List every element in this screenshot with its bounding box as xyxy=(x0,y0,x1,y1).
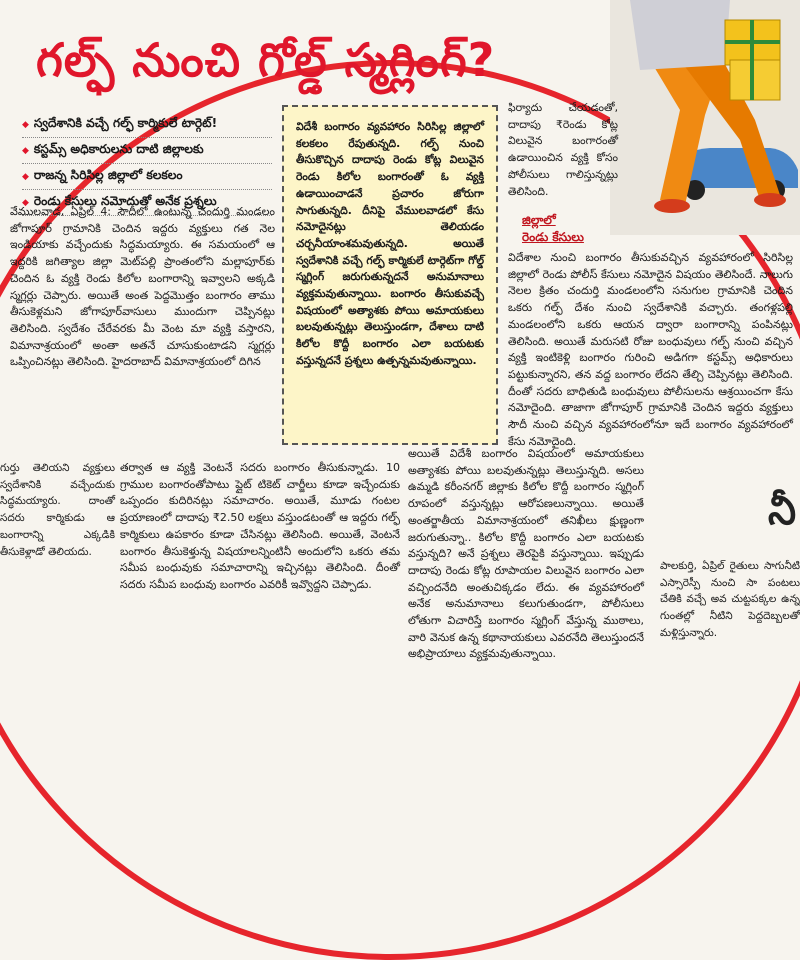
paragraph: ఫిర్యాదు చేయడంతో, దాదాపు ₹రెండు కోట్ల విలువైన బంగారంతో ఉడాయించిన వ్యక్తి కోసం పోలీసులు గాలిస్తున్నట్లు తెలిసింది. xyxy=(508,101,618,198)
article-column-1 xyxy=(10,204,275,371)
adjacent-article-snippet xyxy=(0,460,115,560)
smuggler-illustration xyxy=(610,0,800,235)
subheading-line-2: రెండు కేసులు xyxy=(522,230,584,244)
highlight-box xyxy=(282,105,498,445)
bullet-item: ◆ స్వదేశానికి వచ్చే గల్ఫ్ కార్మికులే టార్గెట్! xyxy=(22,112,272,138)
bullet-item: ◆ రెండు కేసులు నమోదుతో అనేక ప్రశ్నలు xyxy=(22,190,272,216)
headline: గల్ఫ్ నుంచి గోల్డ్ స్మగ్లింగ్? xyxy=(36,33,496,87)
bullet-item: ◆ రాజన్న సిరిసిల్ల జిల్లాలో కలకలం xyxy=(22,164,272,190)
paragraph: విదేశాల నుంచి బంగారం తీసుకువచ్చిన వ్యవహారంలో సిరిసిల్ల జిల్లాలో రెండు పోలీస్ కేసులు నమోదైన విషయం తెలిసిందే. నాలుగు నెలల క్రితం చందుర్తి మండలంలోని సనుగుల గ్రామానికి చెందిన ఒకరు గల్ఫ్ దేశం నుంచి స్వదేశానికి వచ్చారు. తంగళ్లపల్లి మండలంలోని ఒకరు ఆయన ద్వారా బంగారాన్ని పంపినట్లు తెలిసింది. అయితే మరుసటి రోజు బంధువులు గల్ఫ్ నుంచి వచ్చిన వ్యక్తి ఇంటికెళ్లి బంగారం గురించి అడిగగా కస్టమ్స్ అధికారులు పట్టుకున్నారని, తన వద్ద బంగారం లేదని తేల్చి చెప్పినట్లు తెలిసింది. దీంతో సదరు బాధితుడి బంధువులు పోలీసులను ఆశ్రయించగా కేసు నమోదైంది. తాజాగా జోగాపూర్ గ్రామానికి చెందిన ఇద్దరు వ్యక్తులు సౌదీ నుంచి వచ్చిన వ్యవహారంలోనూ ఇదే బంగారం వ్యవహారంలో కేసు నమోదైంది. xyxy=(508,251,793,448)
subheading-line-1: జిల్లాలో xyxy=(522,213,556,227)
paragraph: వేములవాడ, ఏప్రిల్ 4: సౌదీలో ఉంటున్న చందుర్తి మండలం జోగాపూర్ గ్రామానికి చెందిన ఇద్దరు వ్యక్తులు గత నెల ఇండియాకు వచ్చేందుకు సిద్ధమయ్యారు. ఈ సమయంలో ఆ ఇద్దరికి జగిత్యాల జిల్లా మెట్‌పల్లి ప్రాంతంలోని మల్లాపూర్‌కు చెందిన ఓ వ్యక్తి రెండు కిలోల బంగారాన్ని ఇవ్వాలని అక్కడి స్మగ్లర్లు చెప్పారు. అయితే అంత పెద్దమొత్తం బంగారం తాము తీసుకెళ్లమని జోగాపూర్‌వాసులు ముందుగా చెప్పినట్లు తెలిసింది. స్వదేశం చేరేవరకు మీ వెంట మా వ్యక్తి వస్తారని, విమానాశ్రయంలో అంతా అతనే చూసుకుంటాడని స్మగ్లర్లు ఒప్పించినట్లు తెలిసింది. హైదరాబాద్ విమానాశ్రయంలో దిగిన xyxy=(10,205,275,369)
article-column-3 xyxy=(508,250,793,450)
paragraph: తర్వాత ఆ వ్యక్తి వెంటనే సదరు బంగారం తీసుకున్నాడు. 10 గ్రాముల బంగారంతోపాటు ప్లైట్ టికెట్ చార్జీలు కూడా ఇచ్చేందుకు ఒప్పందం కుదిరినట్లు సమాచారం. అయితే, మూడు గంటల ప్రయాణంలో దాదాపు ₹2.50 లక్షలు వస్తుండటంతో ఆ ఇద్దరు గల్ఫ్ కార్మికులు ఉపకారం కూడా చేసినట్లు తెలిసింది. అయితే, వెంటనే బంగారం తీసుకెళ్తున్న విషయాలన్నింటినీ అందులోని ఒకరు తమ సమీప బంధువుకు సమాచారాన్ని ఇచ్చినట్లు తెలిసింది. దీంతో సదరు సమీప బంధువు బంగారం ఎవరికీ ఇవ్వొద్దని చెప్పాడు. xyxy=(120,461,400,591)
adjacent-article-headline: నీ xyxy=(768,488,797,534)
article-column-3-top xyxy=(508,100,618,200)
paragraph: అయితే విదేశీ బంగారం విషయంలో అమాయకులు అత్యాశకు పోయి బలవుతున్నట్లు తెలుస్తున్నది. అసలు ఉమ్మడి కరీంనగర్ జిల్లాకు కిలోల కొద్దీ బంగారం స్మగ్లింగ్ రూపంలో వస్తున్నట్లు ఆరోపణలున్నాయి. అయితే అంతర్జాతీయ విమానాశ్రయంలో తనిఖీలు క్షుణ్ణంగా జరుగుతున్నా.. కిలోల కొద్దీ బంగారం ఎలా బయటకు వస్తున్నది? అనే ప్రశ్నలు తెరపైకి వస్తున్నాయి. ఇప్పుడు దాదాపు రెండు కోట్ల రూపాయల విలువైన బంగారం ఎలా వచ్చిందనేది అంతుచిక్కడం లేదు. ఈ వ్యవహారంలో అనేక అనుమానాలు కలుగుతుండగా, పోలీసులు లోతుగా విచారిస్తే బంగారం స్మగ్లింగ్ వేస్తున్న ముఠాలు, వారి వెనుక ఉన్న కథానాయకులు ఎవరనేది తెలుస్తుందనే అభిప్రాయాలు వ్యక్తమవుతున్నాయి. xyxy=(408,447,644,661)
article-column-2 xyxy=(408,446,644,663)
article-column-1-continued xyxy=(120,460,400,594)
bullet-item: ◆ కస్టమ్స్ అధికారులను దాటి జిల్లాలకు xyxy=(22,138,272,164)
paragraph: పాలకుర్తి, ఏప్రిల్ రైతులు సాగునీటి ఎస్సారెస్పీ నుంచి సా పంటలు చేతికి వచ్చే అవ చుట్టపక్కల ఉన్న గుంతల్లో నీటిని పెద్దదెబ్బలతో మళ్లిస్తున్నారు. xyxy=(660,560,800,639)
adjacent-article-column xyxy=(660,558,800,642)
paragraph: గుర్తు తెలియని వ్యక్తులు స్వదేశానికి వచ్చేందుకు సిద్ధమయ్యారు. దాంతో సదరు కార్మికుడు ఆ బంగారాన్ని ఎక్కడికి తీసుకెళ్లాడో తెలియదు. xyxy=(0,462,115,558)
summary-bullets xyxy=(22,112,272,216)
highlight-text: విదేశీ బంగారం వ్యవహారం సిరిసిల్ల జిల్లాలో కలకలం రేపుతున్నది. గల్ఫ్ నుంచి తీసుకొచ్చిన దాదాపు రెండు కోట్ల విలువైన రెండు కిలోల బంగారంతో ఓ వ్యక్తి ఉడాయించాడనే ప్రచారం జోరుగా సాగుతున్నది. దీనిపై వేములవాడలో కేసు నమోదైనట్లు తెలియడం చర్చనీయాంశమవుతున్నది. అయితే స్వదేశానికి వచ్చే గల్ఫ్ కార్మికులే టార్గెట్‌గా గోల్డ్ స్మగ్లింగ్ జరుగుతున్నదనే అనుమానాలు వ్యక్తమవుతున్నాయి. బంగారం తీసుకువచ్చే విషయంలో అత్యాశకు పోయి అమాయకులు బలవుతున్నట్లు తెలుస్తుండగా, దేశాలు దాటి కిలోల కొద్దీ బంగారం ఎలా బయటకు వస్తున్నదనే ప్రశ్నలు ఉత్పన్నమవుతున్నాయి. xyxy=(296,120,484,367)
subheading xyxy=(522,212,584,246)
